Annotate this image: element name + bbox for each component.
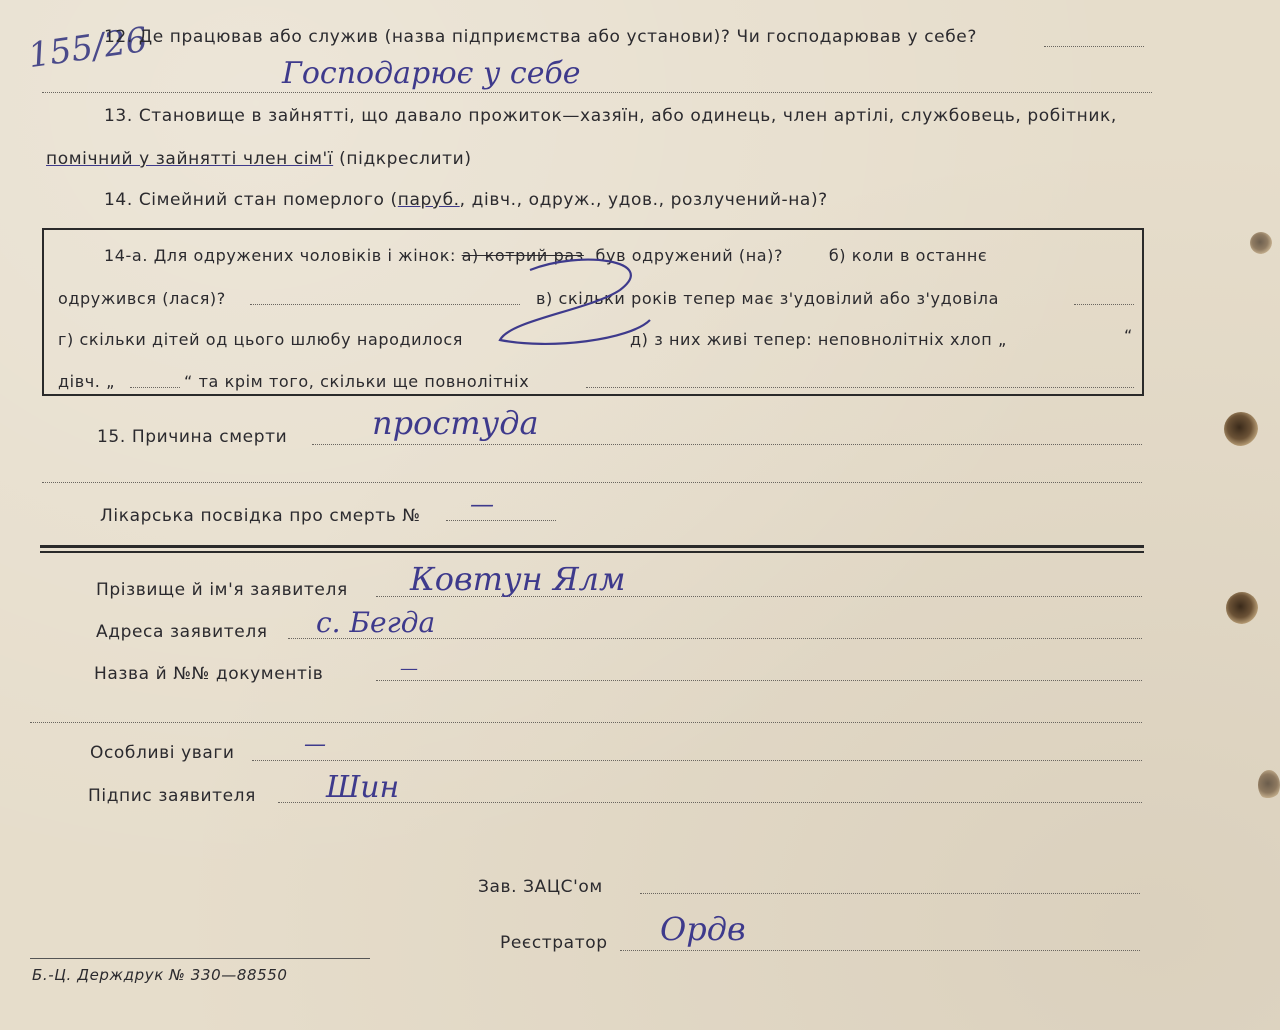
binder-hole-4 [1258,770,1280,800]
q15-label: 15. Причина смерти [97,427,288,447]
q14a-line4-a: дівч. „ [58,372,116,391]
q13-instruction: (підкреслити) [339,149,472,169]
q14-prefix: 14. Сімейний стан померлого ( [104,190,398,210]
footer-print-info: Б.-Ц. Держдрук № 330—88550 [32,966,288,984]
q14a-line2-a: одружився (лася)? [58,289,226,308]
q14a-crossout-stroke [470,250,670,360]
applicant-address-label: Адреса заявителя [96,622,268,642]
section-divider-top [40,545,1144,548]
q15-dotline [312,444,1142,445]
q14a-line4-b: “ та крім того, скільки ще повнолітніх [184,372,530,391]
applicant-address-value: с. Бегда [316,606,436,639]
footer-rule [30,958,370,959]
q14a-line3-a: г) скільки дітей од цього шлюбу народилося [58,330,463,349]
head-dotline [640,893,1140,894]
applicant-docs-label: Назва й №№ документів [94,664,324,684]
margin-archive-number: 155/26 [25,19,150,77]
q13-selected-option: помічний у зайнятті член сім'ї [46,149,334,169]
applicant-docs-value: — [400,658,418,679]
q14a-line1-c: б) коли в останнє [828,246,988,265]
signature-dotline [278,802,1142,803]
q13-label: 13. Становище в зайнятті, що давало прожиток—хазяїн, або одинець, член артілі, службовець, робітник, [104,106,1117,126]
applicant-name-value: Ковтун Ялм [410,560,626,598]
signature-label: Підпис заявителя [88,786,256,806]
q15-answer: простуда [372,404,539,442]
binder-hole-1 [1224,412,1258,446]
notes-value: — [304,732,326,757]
notes-dotline [252,760,1142,761]
q14a-line1-a: 14-а. Для одружених чоловіків і жінок: [104,246,456,265]
applicant-blank-dotline [30,722,1142,723]
q12-label: 12. Де працював або служив (назва підприємства або установи)? Чи господарював у себе? [104,27,977,47]
q14-selected-status: паруб. [397,190,460,210]
applicant-docs-dotline [376,680,1142,681]
q14a-line4-dots-1 [130,387,180,388]
q14-rest: , дівч., одруж., удов., розлучений-на)? [459,190,828,210]
q14a-line4-dots-2 [586,387,1134,388]
applicant-name-label: Прізвище й ім'я заявителя [96,580,348,600]
q14a-line2-dots-end [1074,304,1134,305]
medical-answer: — [470,490,494,518]
q14a-line1-struck: а) котрий раз [461,246,584,265]
q12-dotline-2 [42,92,1152,93]
q12-answer: Господарює у себе [282,56,581,91]
binder-hole-2 [1226,592,1258,624]
notes-label: Особливі уваги [90,743,235,763]
q15-dotline-2 [42,482,1142,483]
q14a-line2-b: в) скільки років тепер має з'удовілий або з'удовіла [536,289,999,308]
registrar-dotline [620,950,1140,951]
q12-dotline-1 [1044,46,1144,47]
registrar-label: Реєстратор [500,933,608,953]
q14a-line3-c: “ [1124,326,1133,345]
head-label: Зав. ЗАЦС'ом [478,877,603,897]
section-divider-bottom [40,551,1144,553]
medical-dotline [446,520,556,521]
registrar-signature: Ордв [660,910,746,948]
binder-hole-3 [1250,232,1272,254]
q13-label-line2 [46,149,472,169]
q14-label [104,190,828,210]
q14a-line1-b: був одружений (на)? [595,246,784,265]
q14a-line3-b: д) з них живі тепер: неповнолітніх хлоп „ [630,330,1007,349]
applicant-signature: Шин [326,770,400,805]
medical-label: Лікарська посвідка про смерть № [100,506,421,526]
